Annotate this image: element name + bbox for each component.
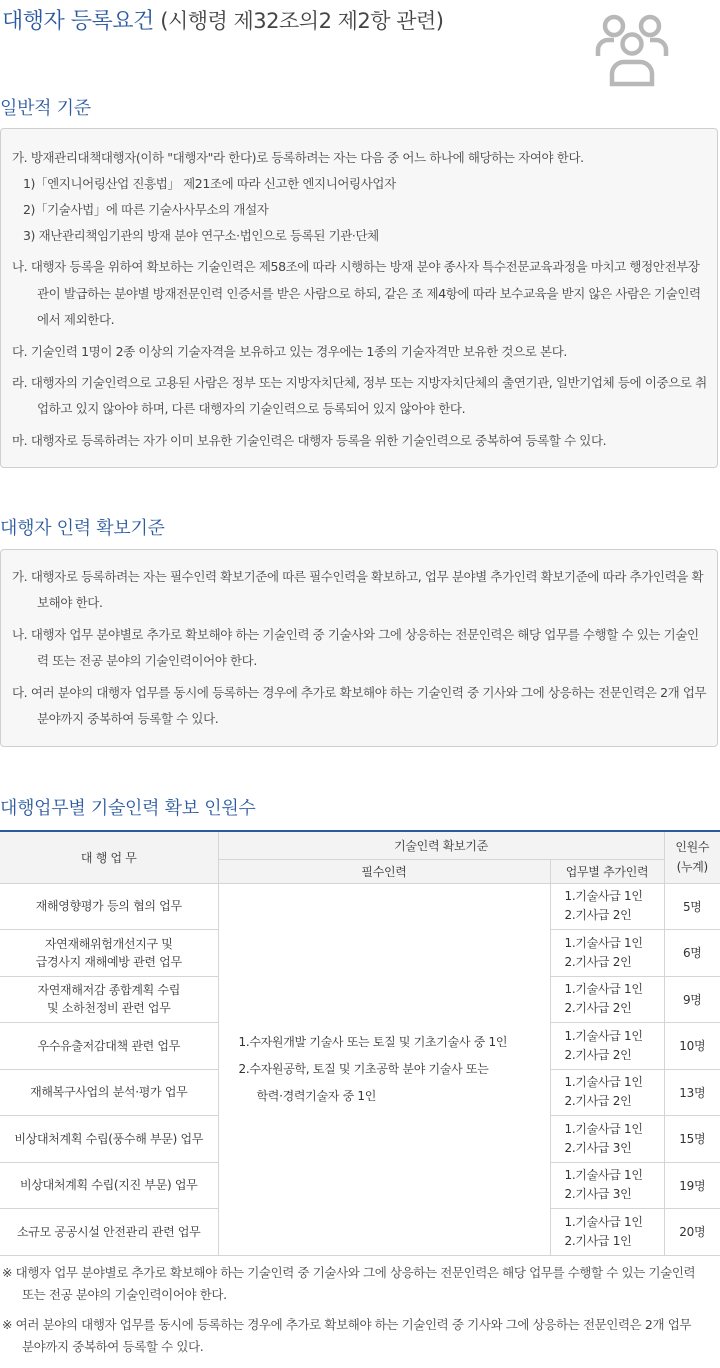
general-item-text: 나. 대행자 등록을 위하여 확보하는 기술인력은 제58조에 따라 시행하는 방재 분야 종사자 특수전문교육과정을 마치고 행정안전부장관이 발급하는 분야별 방재전문인력 인증서를 받은 사람으로 하되, 같은 조 제4항에 따라 보수교육을 받지 않은 사람은 기술인력에서 제외한다. xyxy=(12,259,701,328)
task-cell: 재해영향평가 등의 협의 업무 xyxy=(0,883,218,930)
manpower-item xyxy=(1,622,717,675)
extra-staff-cell: 1.기술사급 1인 2.기사급 2인 xyxy=(550,930,664,977)
extra-staff-cell: 1.기술사급 1인 2.기사급 2인 xyxy=(550,1023,664,1070)
general-item-text: 마. 대행자로 등록하려는 자가 이미 보유한 기술인력은 대행자 등록을 위한 기술인력으로 중복하여 등록할 수 있다. xyxy=(12,432,607,448)
count-cell: 15명 xyxy=(664,1116,720,1163)
table-note: ※ 여러 분야의 대행자 업무를 동시에 등록하는 경우에 추가로 확보해야 하는 기술인력 중 기사와 그에 상응하는 전문인력은 2개 업무분야까지 중복하여 등록할 수 있다. xyxy=(2,1317,692,1354)
header-required: 필수인력 xyxy=(218,859,550,883)
general-subitem: 2)「기술사법」에 따른 기술사사무소의 개설자 xyxy=(23,202,269,218)
general-item-da xyxy=(1,339,717,365)
count-cell: 9명 xyxy=(664,976,720,1023)
required-line: 학력·경력기술자 중 1인 xyxy=(256,1088,377,1103)
section-title-general: 일반적 기준 xyxy=(0,98,91,119)
general-subitem: 1)「엔지니어링산업 진흥법」 제21조에 따라 신고한 엔지니어링사업자 xyxy=(23,176,396,192)
count-cell: 5명 xyxy=(664,883,720,930)
task-cell: 소규모 공공시설 안전관리 관련 업무 xyxy=(0,1209,218,1256)
general-item-text: 다. 기술인력 1명이 2종 이상의 기술자격을 보유하고 있는 경우에는 1종의 기술자격만 보유한 것으로 본다. xyxy=(12,343,567,359)
count-cell: 6명 xyxy=(664,930,720,977)
task-cell: 재해복구사업의 분석·평가 업무 xyxy=(0,1069,218,1116)
general-item-ga xyxy=(1,145,717,249)
header-criteria: 기술인력 확보기준 xyxy=(218,831,664,859)
task-cell: 자연재해위험개선지구 및 급경사지 재해예방 관련 업무 xyxy=(0,930,218,977)
general-subitem: 3) 재난관리책임기관의 방재 분야 연구소·법인으로 등록된 기관·단체 xyxy=(23,228,379,244)
section-title-staffing: 대행업무별 기술인력 확보 인원수 xyxy=(0,798,256,819)
manpower-item-text: 가. 대행자로 등록하려는 자는 필수인력 확보기준에 따른 필수인력을 확보하고, 업무 분야별 추가인력 확보기준에 따라 추가인력을 확보해야 한다. xyxy=(12,569,704,611)
general-item-text: 라. 대행자의 기술인력으로 고용된 사람은 정부 또는 지방자치단체, 정부 또는 지방자치단체의 출연기관, 일반기업체 등에 이중으로 취업하고 있지 않아야 하며, 다른 대행자의 기술인력으로 등록되어 있지 않아야 한다. xyxy=(12,375,707,417)
general-item-ra xyxy=(1,370,717,423)
task-cell: 자연재해저감 종합계획 수립 및 소하천정비 관련 업무 xyxy=(0,976,218,1023)
task-cell: 비상대처계획 수립(지진 부문) 업무 xyxy=(0,1162,218,1209)
extra-staff-cell: 1.기술사급 1인 2.기사급 2인 xyxy=(550,883,664,930)
manpower-item xyxy=(1,564,717,617)
page-title-main: 대행자 등록요건 xyxy=(2,9,154,34)
required-line: 1.수자원개발 기술사 또는 토질 및 기초기술사 중 1인 xyxy=(238,1034,508,1049)
header-count xyxy=(664,831,720,883)
extra-staff-cell: 1.기술사급 1인 2.기사급 1인 xyxy=(550,1209,664,1256)
section-title-manpower: 대행자 인력 확보기준 xyxy=(0,518,165,539)
table-row xyxy=(0,883,720,930)
header-extra: 업무별 추가인력 xyxy=(550,859,664,883)
header-count-line2: (누계) xyxy=(676,860,708,875)
page-title xyxy=(2,4,443,35)
count-cell: 20명 xyxy=(664,1209,720,1256)
extra-staff-cell: 1.기술사급 1인 2.기사급 3인 xyxy=(550,1116,664,1163)
manpower-item xyxy=(1,680,717,733)
count-cell: 13명 xyxy=(664,1069,720,1116)
count-cell: 10명 xyxy=(664,1023,720,1070)
manpower-item-text: 나. 대행자 업무 분야별로 추가로 확보해야 하는 기술인력 중 기술사와 그에 상응하는 전문인력은 해당 업무를 수행할 수 있는 기술인력 또는 전공 분야의 기술인력이어야 한다. xyxy=(12,626,699,669)
extra-staff-cell: 1.기술사급 1인 2.기사급 3인 xyxy=(550,1162,664,1209)
manpower-criteria-box xyxy=(0,549,718,747)
required-line: 2.수자원공학, 토질 및 기초공학 분야 기술사 또는 xyxy=(238,1061,489,1076)
extra-staff-cell: 1.기술사급 1인 2.기사급 2인 xyxy=(550,1069,664,1116)
general-criteria-box xyxy=(0,128,718,468)
count-cell: 19명 xyxy=(664,1162,720,1209)
header-task: 대 행 업 무 xyxy=(0,831,218,883)
table-note: ※ 대행자 업무 분야별로 추가로 확보해야 하는 기술인력 중 기술사와 그에 상응하는 전문인력은 해당 업무를 수행할 수 있는 기술인력 또는 전공 분야의 기술인력이어야 한다. xyxy=(2,1265,696,1302)
general-item-ma xyxy=(1,428,717,454)
task-cell: 비상대처계획 수립(풍수해 부문) 업무 xyxy=(0,1116,218,1163)
manpower-item-text: 다. 여러 분야의 대행자 업무를 동시에 등록하는 경우에 추가로 확보해야 하는 기술인력 중 기사와 그에 상응하는 전문인력은 2개 업무 분야까지 중복하여 등록할 수 있다. xyxy=(12,684,707,727)
required-staff-cell xyxy=(218,883,550,1255)
general-item-na xyxy=(1,254,717,333)
people-group-icon xyxy=(594,12,674,88)
page-title-sub: (시행령 제32조의2 제2항 관련) xyxy=(160,9,444,33)
general-item-text: 가. 방재관리대책대행자(이하 "대행자"라 한다)로 등록하려는 자는 다음 중 어느 하나에 해당하는 자여야 한다. xyxy=(12,150,584,165)
extra-staff-cell: 1.기술사급 1인 2.기사급 2인 xyxy=(550,976,664,1023)
staffing-table xyxy=(0,830,720,1256)
task-cell: 우수유출저감대책 관련 업무 xyxy=(0,1023,218,1070)
header-count-line1: 인원수 xyxy=(675,840,710,855)
table-notes xyxy=(0,1262,720,1366)
